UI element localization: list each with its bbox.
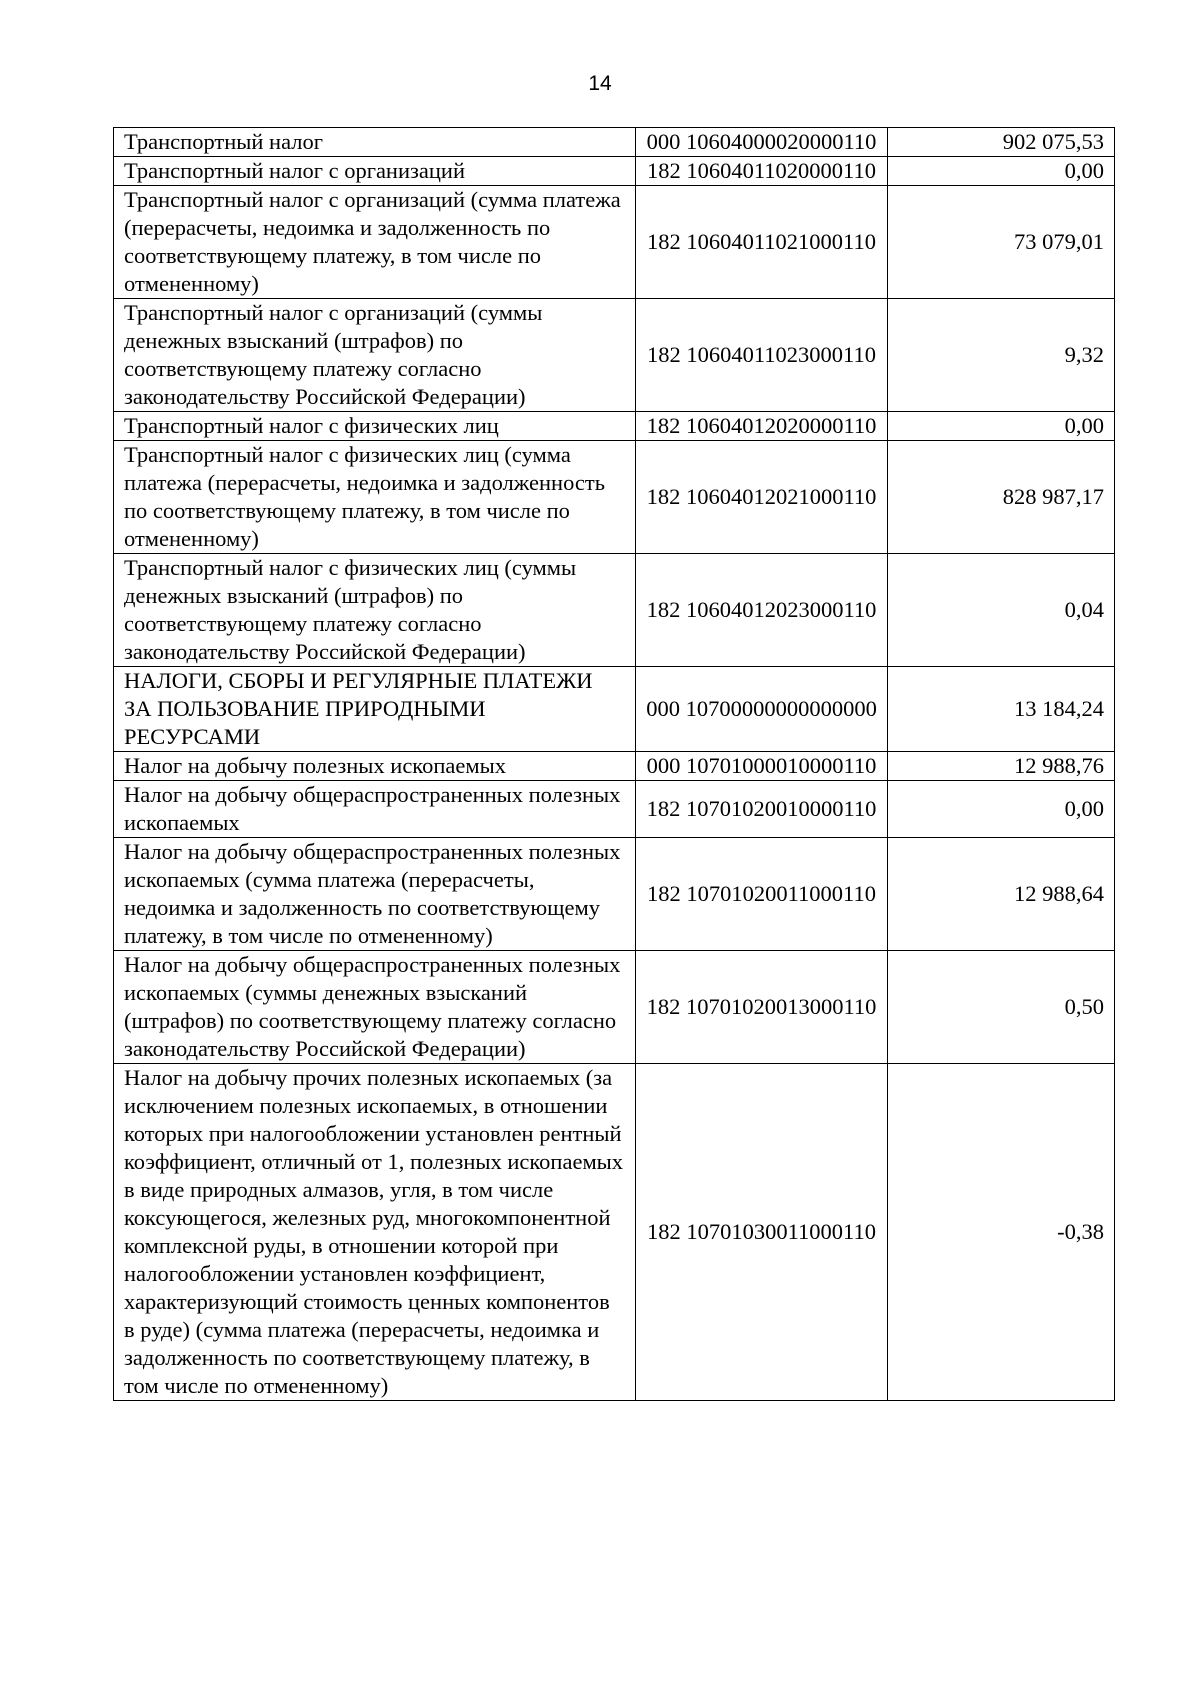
row-amount: 0,04 <box>888 554 1115 667</box>
row-amount: 0,00 <box>888 412 1115 441</box>
revenue-table <box>113 127 1115 1401</box>
row-name: НАЛОГИ, СБОРЫ И РЕГУЛЯРНЫЕ ПЛАТЕЖИ ЗА ПОЛЬЗОВАНИЕ ПРИРОДНЫМИ РЕСУРСАМИ <box>114 667 636 752</box>
row-name: Налог на добычу общераспространенных полезных ископаемых (сумма платежа (перерасчеты, недоимка и задолженность по соответствующему платежу, в том числе по отмененному) <box>114 838 636 951</box>
table-row <box>114 554 1115 667</box>
table-row <box>114 1064 1115 1401</box>
row-code: 182 10701020010000110 <box>636 781 888 838</box>
row-amount: 0,00 <box>888 157 1115 186</box>
table-row <box>114 752 1115 781</box>
table-row <box>114 128 1115 157</box>
row-code: 182 10604012020000110 <box>636 412 888 441</box>
table-row <box>114 186 1115 299</box>
row-name: Транспортный налог с организаций <box>114 157 636 186</box>
row-code: 000 10701000010000110 <box>636 752 888 781</box>
row-amount: 902 075,53 <box>888 128 1115 157</box>
row-amount: 13 184,24 <box>888 667 1115 752</box>
row-amount: 828 987,17 <box>888 441 1115 554</box>
row-code: 000 10700000000000000 <box>636 667 888 752</box>
row-code: 182 10701020013000110 <box>636 951 888 1064</box>
row-amount: -0,38 <box>888 1064 1115 1401</box>
row-name: Транспортный налог с физических лиц <box>114 412 636 441</box>
revenue-table-body <box>114 128 1115 1401</box>
row-code: 182 10604011023000110 <box>636 299 888 412</box>
row-code: 182 10701030011000110 <box>636 1064 888 1401</box>
row-code: 182 10604012021000110 <box>636 441 888 554</box>
row-name: Транспортный налог <box>114 128 636 157</box>
row-name: Транспортный налог с организаций (сумма платежа (перерасчеты, недоимка и задолженность по соответствующему платежу, в том числе по отмененному) <box>114 186 636 299</box>
table-row <box>114 951 1115 1064</box>
table-row-section-header <box>114 667 1115 752</box>
row-name: Налог на добычу полезных ископаемых <box>114 752 636 781</box>
row-code: 182 10604011020000110 <box>636 157 888 186</box>
table-row <box>114 781 1115 838</box>
row-amount: 0,50 <box>888 951 1115 1064</box>
table-row <box>114 838 1115 951</box>
row-name: Транспортный налог с организаций (суммы денежных взысканий (штрафов) по соответствующему платежу согласно законодательству Российской Федерации) <box>114 299 636 412</box>
row-code: 182 10604011021000110 <box>636 186 888 299</box>
page-number: 14 <box>588 72 612 95</box>
table-row <box>114 299 1115 412</box>
row-code: 182 10604012023000110 <box>636 554 888 667</box>
table-row <box>114 412 1115 441</box>
row-code: 182 10701020011000110 <box>636 838 888 951</box>
row-name: Транспортный налог с физических лиц (сумма платежа (перерасчеты, недоимка и задолженность по соответствующему платежу, в том числе по отмененному) <box>114 441 636 554</box>
row-amount: 12 988,76 <box>888 752 1115 781</box>
table-row <box>114 157 1115 186</box>
row-name: Налог на добычу общераспространенных полезных ископаемых (суммы денежных взысканий (штрафов) по соответствующему платежу согласно законодательству Российской Федерации) <box>114 951 636 1064</box>
row-amount: 0,00 <box>888 781 1115 838</box>
row-amount: 12 988,64 <box>888 838 1115 951</box>
row-name: Транспортный налог с физических лиц (суммы денежных взысканий (штрафов) по соответствующему платежу согласно законодательству Российской Федерации) <box>114 554 636 667</box>
row-amount: 9,32 <box>888 299 1115 412</box>
table-row <box>114 441 1115 554</box>
row-name: Налог на добычу прочих полезных ископаемых (за исключением полезных ископаемых, в отношении которых при налогообложении установлен рентный коэффициент, отличный от 1, полезных ископаемых в виде природных алмазов, угля, в том числе коксующегося, железных руд, многокомпонентной комплексной руды, в отношении которой при налогообложении установлен коэффициент, характеризующий стоимость ценных компонентов в руде) (сумма платежа (перерасчеты, недоимка и задолженность по соответствующему платежу, в том числе по отмененному) <box>114 1064 636 1401</box>
row-name: Налог на добычу общераспространенных полезных ископаемых <box>114 781 636 838</box>
row-code: 000 10604000020000110 <box>636 128 888 157</box>
row-amount: 73 079,01 <box>888 186 1115 299</box>
